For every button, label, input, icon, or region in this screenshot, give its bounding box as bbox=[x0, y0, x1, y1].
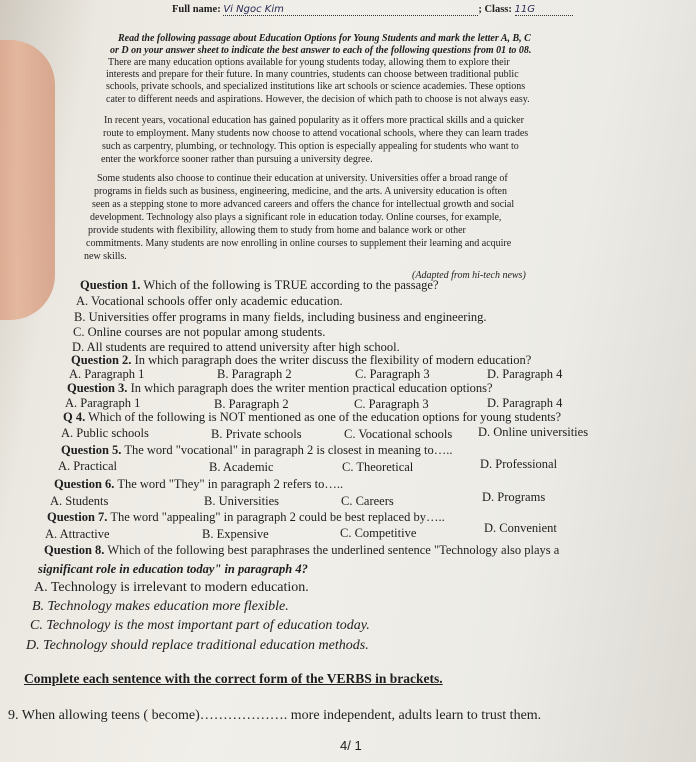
q8-option-a[interactable]: A. Technology is irrelevant to modern education. bbox=[34, 580, 309, 595]
full-name-label: Full name: bbox=[172, 4, 221, 15]
question-3-text: In which paragraph does the writer mention practical education options? bbox=[127, 381, 493, 395]
passage-p3-line: provide students with flexibility, allowing them to study from home and balance work or other bbox=[88, 225, 466, 236]
q1-option-b[interactable]: B. Universities offer programs in many fields, including business and engineering. bbox=[74, 310, 487, 324]
q6-option-d[interactable]: D. Programs bbox=[482, 490, 546, 504]
question-2 bbox=[71, 353, 531, 368]
question-8-label: Question 8. bbox=[44, 543, 105, 557]
q5-option-d[interactable]: D. Professional bbox=[480, 457, 558, 471]
instructions-line-1: Read the following passage about Education Options for Young Students and mark the letter A, B, C bbox=[118, 33, 531, 44]
question-7 bbox=[47, 510, 445, 525]
passage-source: (Adapted from hi-tech news) bbox=[412, 270, 526, 281]
question-5 bbox=[61, 443, 453, 458]
passage-p1-line: interests and prepare for their future. In many countries, students can choose between traditional public bbox=[106, 69, 519, 80]
q2-option-c[interactable]: C. Paragraph 3 bbox=[355, 367, 430, 381]
page-number: 4/ 1 bbox=[340, 738, 362, 753]
q3-option-c[interactable]: C. Paragraph 3 bbox=[354, 397, 429, 411]
q4-option-b[interactable]: B. Private schools bbox=[211, 427, 302, 441]
full-name-value: Vi Ngoc Kim bbox=[223, 4, 284, 15]
question-8-text-2: significant role in education today" in paragraph 4? bbox=[38, 562, 308, 576]
q4-option-a[interactable]: A. Public schools bbox=[61, 426, 149, 440]
q2-option-b[interactable]: B. Paragraph 2 bbox=[217, 367, 292, 381]
header-line bbox=[172, 4, 573, 16]
q8-option-d[interactable]: D. Technology should replace traditional education methods. bbox=[26, 638, 369, 653]
q6-option-a[interactable]: A. Students bbox=[50, 494, 109, 508]
q7-option-a[interactable]: A. Attractive bbox=[45, 527, 110, 541]
question-4-text: Which of the following is NOT mentioned as one of the education options for young students? bbox=[85, 410, 562, 424]
item-9-suffix: more independent, adults learn to trust them. bbox=[287, 708, 542, 723]
question-4 bbox=[63, 410, 561, 425]
q7-option-b[interactable]: B. Expensive bbox=[202, 527, 269, 541]
question-2-text: In which paragraph does the writer discuss the flexibility of modern education? bbox=[131, 353, 532, 367]
passage-p3-line: commitments. Many students are now enrolling in online courses to supplement their learning and acquire bbox=[86, 238, 512, 249]
passage-p3-line: programs in fields such as business, engineering, medicine, and the arts. A university education is often bbox=[94, 186, 507, 197]
question-1-label: Question 1. bbox=[80, 278, 141, 292]
class-value: 11G bbox=[514, 4, 535, 15]
question-1 bbox=[80, 278, 439, 293]
item-9-blank[interactable]: ………………. bbox=[199, 708, 288, 723]
item-9-prefix: 9. When allowing teens ( become) bbox=[8, 708, 200, 723]
passage-p3-line: new skills. bbox=[84, 251, 127, 262]
class-label: ; Class: bbox=[478, 4, 512, 15]
q3-option-a[interactable]: A. Paragraph 1 bbox=[65, 396, 141, 410]
q3-option-b[interactable]: B. Paragraph 2 bbox=[214, 397, 289, 411]
instructions-line-2: or D on your answer sheet to indicate the best answer to each of the following questions from 01 to 08. bbox=[110, 45, 532, 56]
passage-p1-line: There are many education options available for young students today, allowing them to explore their bbox=[108, 57, 510, 68]
q5-option-c[interactable]: C. Theoretical bbox=[342, 460, 414, 474]
q6-option-b[interactable]: B. Universities bbox=[204, 494, 279, 508]
question-3-label: Question 3. bbox=[67, 381, 128, 395]
passage-p3-line: Some students also choose to continue their education at university. Universities offer a broad range of bbox=[97, 173, 508, 184]
q1-option-a[interactable]: A. Vocational schools offer only academic education. bbox=[76, 294, 343, 308]
q1-option-c[interactable]: C. Online courses are not popular among students. bbox=[73, 325, 326, 339]
question-6-text: The word "They" in paragraph 2 refers to….. bbox=[114, 477, 344, 491]
q6-option-c[interactable]: C. Careers bbox=[341, 494, 394, 508]
passage-p1-line: schools, private schools, and specialized institutions like art schools or science academies. These options bbox=[106, 81, 526, 92]
passage-p1-line: cater to different needs and aspirations. However, the decision of which path to choose is not always easy. bbox=[106, 94, 530, 105]
section-2-title: Complete each sentence with the correct form of the VERBS in brackets. bbox=[24, 671, 443, 686]
q8-option-c[interactable]: C. Technology is the most important part of education today. bbox=[30, 618, 370, 633]
question-1-text: Which of the following is TRUE according to the passage? bbox=[140, 278, 439, 292]
question-6 bbox=[54, 477, 343, 492]
question-5-label: Question 5. bbox=[61, 443, 122, 457]
passage-p2-line: such as carpentry, plumbing, or technology. This option is especially appealing for students who want to bbox=[102, 141, 519, 152]
finger-overlay bbox=[0, 40, 55, 320]
q7-option-d[interactable]: D. Convenient bbox=[484, 521, 557, 535]
question-5-text: The word "vocational" in paragraph 2 is closest in meaning to….. bbox=[121, 443, 453, 457]
q5-option-b[interactable]: B. Academic bbox=[209, 460, 274, 474]
passage-p3-line: development. Technology also plays a significant role in education today. Online courses, for example, bbox=[90, 212, 502, 223]
full-name-field bbox=[223, 4, 478, 16]
q2-option-a[interactable]: A. Paragraph 1 bbox=[69, 367, 145, 381]
passage-p3-line: seen as a stepping stone to more advanced careers and offers the chance for intellectual growth and social bbox=[92, 199, 515, 210]
passage-p2-line: enter the workforce sooner rather than pursuing a university degree. bbox=[101, 154, 373, 165]
q1-option-d[interactable]: D. All students are required to attend university after high school. bbox=[72, 340, 400, 354]
q8-option-b[interactable]: B. Technology makes education more flexible. bbox=[32, 599, 289, 614]
q7-option-c[interactable]: C. Competitive bbox=[340, 526, 417, 540]
q2-option-d[interactable]: D. Paragraph 4 bbox=[487, 367, 563, 381]
passage-p2-line: In recent years, vocational education has gained popularity as it offers more practical skills and a quicker bbox=[104, 115, 524, 126]
question-6-label: Question 6. bbox=[54, 477, 115, 491]
question-8 bbox=[44, 543, 559, 558]
exercise-item-9 bbox=[8, 708, 541, 724]
q5-option-a[interactable]: A. Practical bbox=[58, 459, 118, 473]
q4-option-d[interactable]: D. Online universities bbox=[478, 425, 589, 439]
q4-option-c[interactable]: C. Vocational schools bbox=[344, 427, 453, 441]
q3-option-d[interactable]: D. Paragraph 4 bbox=[487, 396, 563, 410]
question-7-text: The word "appealing" in paragraph 2 could be best replaced by….. bbox=[107, 510, 445, 524]
question-8-text-1: Which of the following best paraphrases the underlined sentence "Technology also plays a bbox=[104, 543, 560, 557]
question-3 bbox=[67, 381, 493, 396]
question-7-label: Question 7. bbox=[47, 510, 108, 524]
passage-p2-line: route to employment. Many students now choose to attend vocational schools, where they can learn trades bbox=[103, 128, 529, 139]
question-2-label: Question 2. bbox=[71, 353, 132, 367]
question-4-label: Q 4. bbox=[63, 410, 86, 424]
class-field bbox=[515, 4, 573, 16]
